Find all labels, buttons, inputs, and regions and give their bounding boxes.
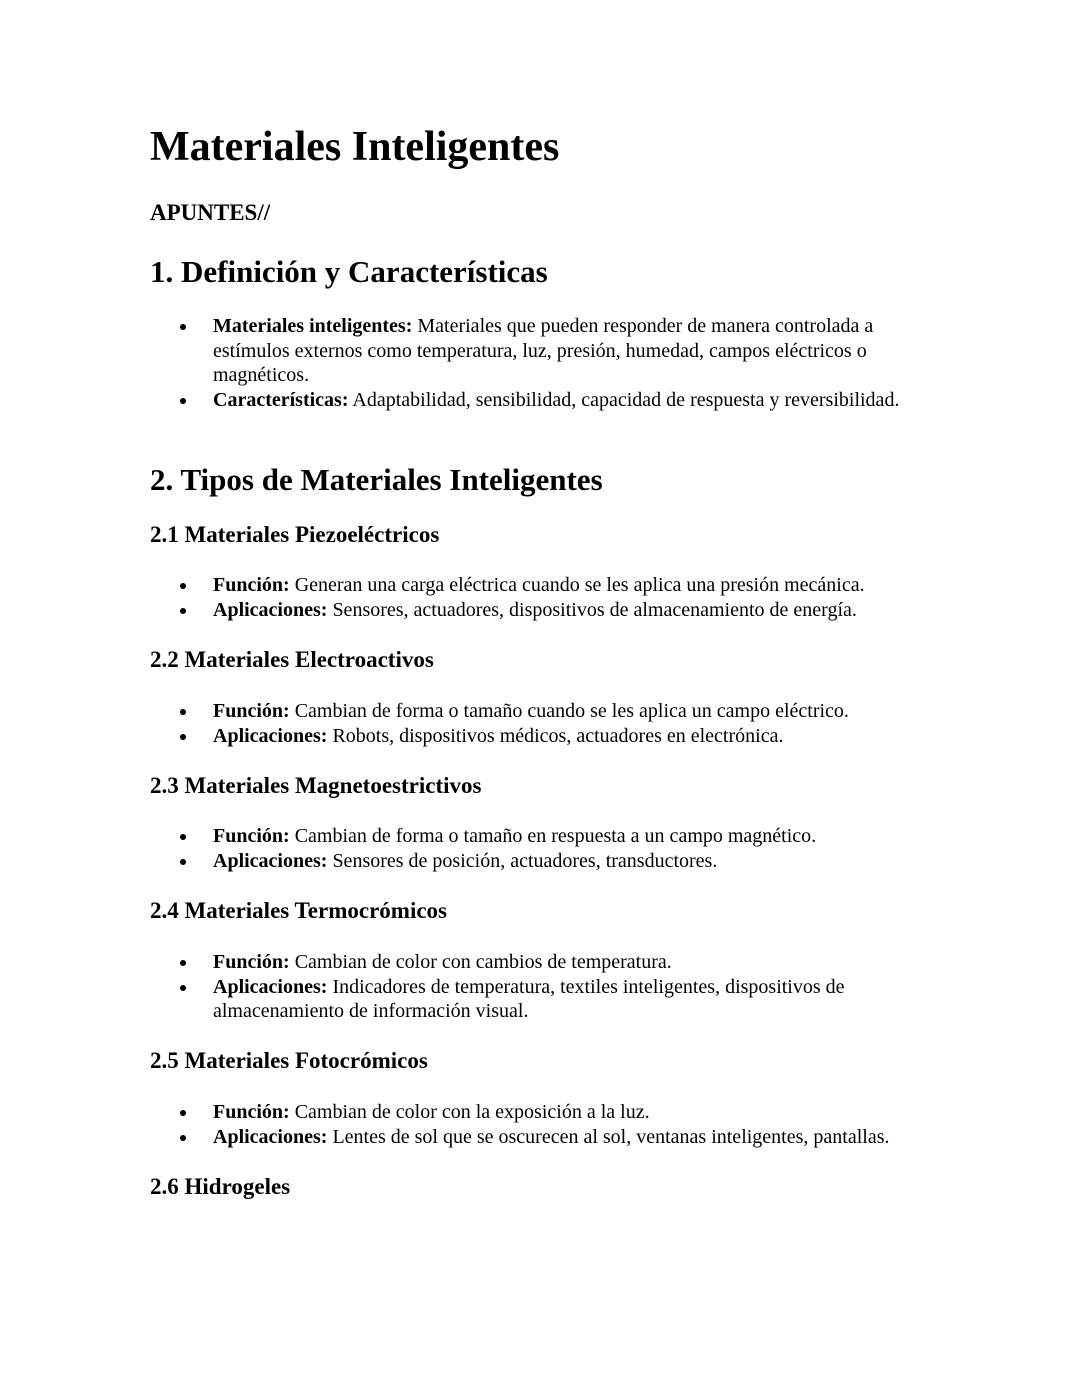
bullet-icon (180, 1135, 186, 1141)
list-item (150, 849, 940, 874)
item-term: Función: (213, 700, 290, 722)
bullet-icon (180, 324, 186, 330)
item-text: Cambian de forma o tamaño en respuesta a un campo magnético. (289, 825, 817, 847)
list-item (150, 824, 940, 849)
bullet-icon (180, 834, 186, 840)
item-text: Materiales que pueden responder de manera controlada a estímulos externos como temperatura, luz, presión, humedad, campos eléctricos o magnéticos. (213, 315, 874, 386)
item-term: Aplicaciones: (213, 849, 328, 872)
bullet-icon (180, 709, 186, 715)
bullet-icon (180, 608, 186, 614)
bullet-icon (180, 1110, 186, 1116)
list-item (150, 950, 940, 975)
item-text: Adaptabilidad, sensibilidad, capacidad de respuesta y reversibilidad. (348, 388, 900, 411)
subsection-2-6-heading: 2.6 Hidrogeles (150, 1174, 291, 1199)
item-text: Sensores, actuadores, dispositivos de almacenamiento de energía. (327, 598, 857, 621)
subsection-2-4-list (150, 950, 940, 1024)
item-text: Cambian de color con la exposición a la luz. (289, 1101, 650, 1123)
list-item (150, 699, 940, 724)
item-text: Lentes de sol que se oscurecen al sol, ventanas inteligentes, pantallas. (327, 1125, 890, 1148)
item-text: Robots, dispositivos médicos, actuadores en electrónica. (327, 724, 784, 747)
item-term: Aplicaciones: (213, 598, 328, 621)
item-term: Función: (213, 574, 290, 596)
item-term: Características: (213, 388, 349, 411)
bullet-icon (180, 960, 186, 966)
subsection-2-5-heading: 2.5 Materiales Fotocrómicos (150, 1048, 428, 1073)
item-term: Aplicaciones: (213, 724, 328, 747)
item-text: Cambian de color con cambios de temperatura. (289, 951, 672, 973)
list-item (150, 724, 940, 749)
list-item (150, 1125, 940, 1150)
list-item (150, 573, 940, 598)
section-1-heading: 1. Definición y Características (150, 254, 548, 289)
bullet-icon (180, 583, 186, 589)
list-item (150, 598, 940, 623)
subsection-2-1-list (150, 573, 940, 622)
subsection-2-2-list (150, 699, 940, 748)
subsection-2-5-list (150, 1100, 940, 1149)
subsection-2-2-heading: 2.2 Materiales Electroactivos (150, 647, 434, 672)
bullet-icon (180, 859, 186, 865)
page-subtitle: APUNTES// (150, 200, 271, 225)
item-term: Función: (213, 951, 290, 973)
item-text: Cambian de forma o tamaño cuando se les aplica un campo eléctrico. (289, 700, 849, 722)
bullet-icon (180, 734, 186, 740)
list-item (150, 975, 940, 1024)
list-item (150, 388, 940, 413)
subsection-2-1-heading: 2.1 Materiales Piezoeléctricos (150, 522, 440, 547)
list-item (150, 1100, 940, 1125)
item-term: Aplicaciones: (213, 1125, 328, 1148)
page-title: Materiales Inteligentes (150, 124, 560, 170)
item-term: Función: (213, 1101, 290, 1123)
subsection-2-4-heading: 2.4 Materiales Termocrómicos (150, 898, 447, 923)
list-item (150, 314, 940, 388)
section-1-list (150, 314, 940, 412)
item-term: Aplicaciones: (213, 975, 328, 998)
bullet-icon (180, 985, 186, 991)
item-term: Materiales inteligentes: (213, 315, 413, 337)
item-text: Generan una carga eléctrica cuando se les aplica una presión mecánica. (289, 574, 865, 596)
bullet-icon (180, 398, 186, 404)
subsection-2-3-heading: 2.3 Materiales Magnetoestrictivos (150, 773, 482, 798)
item-text: Sensores de posición, actuadores, transductores. (327, 849, 718, 872)
item-term: Función: (213, 825, 290, 847)
subsection-2-3-list (150, 824, 940, 873)
section-2-heading: 2. Tipos de Materiales Inteligentes (150, 462, 603, 497)
item-text: Indicadores de temperatura, textiles inteligentes, dispositivos de almacenamiento de información visual. (213, 975, 845, 1022)
